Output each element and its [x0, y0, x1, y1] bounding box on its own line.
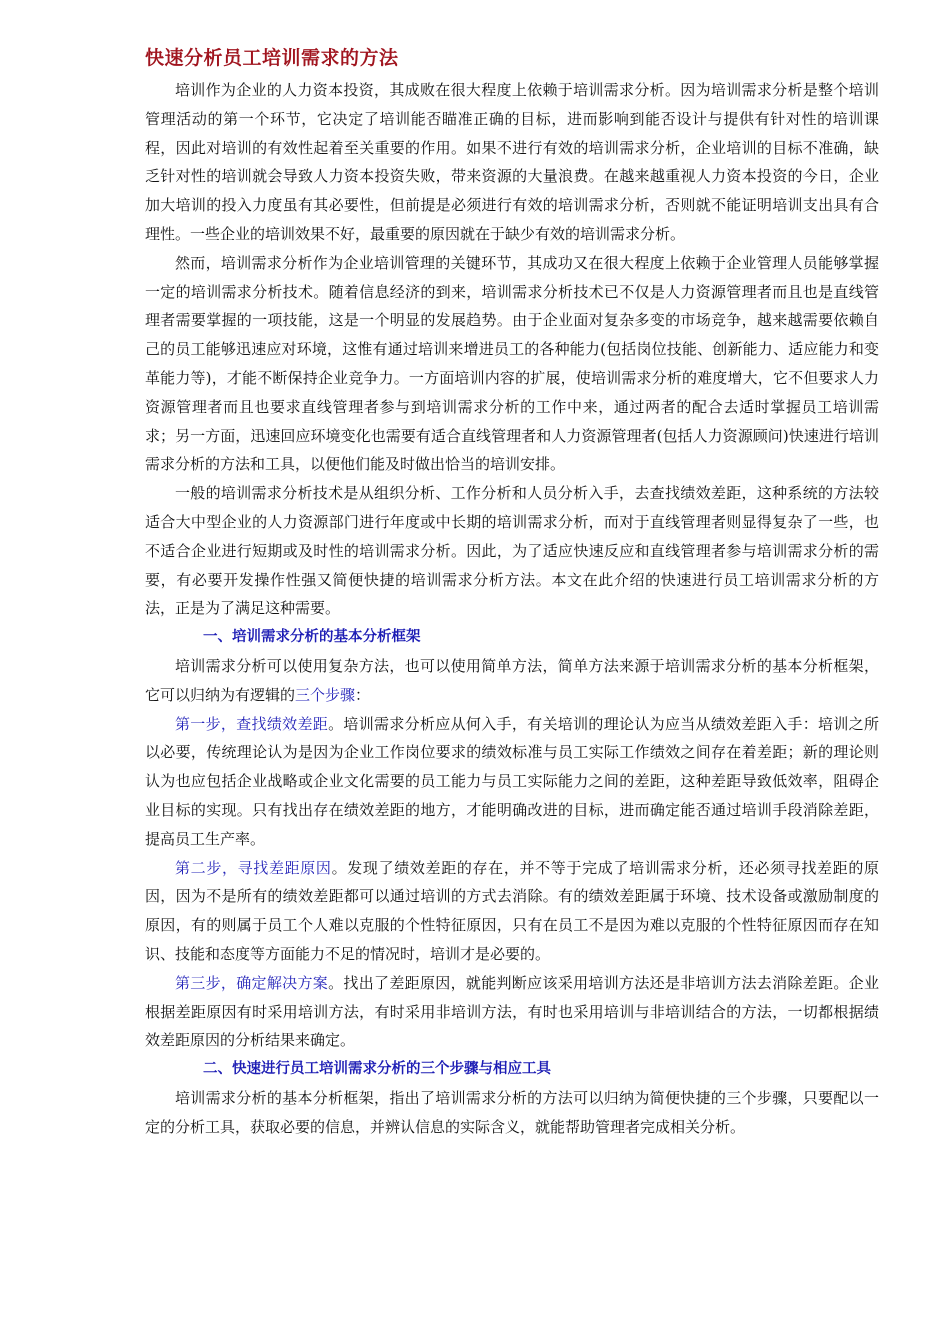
step-1-text: 。培训需求分析应从何入手，有关培训的理论认为应当从绩效差距入手：培训之所以必要，传统理论认为是因为企业工作岗位要求的绩效标准与员工实际工作绩效之间存在着差距；新的理论则认为也应包括企业战略或企业文化需要的员工能力与员工实际能力之间的差距，这种差距导致低效率，阻碍企业目标的实现。只有找出存在绩效差距的地方，才能明确改进的目标，进而确定能否通过培训手段消除差距，提高员工生产率。 [145, 714, 879, 848]
step-3-text: 。找出了差距原因，就能判断应该采用培训方法还是非培训方法去消除差距。企业根据差距原因有时采用培训方法，有时采用非培训方法，有时也采用培训与非培训结合的方法，一切都根据绩效差距原因的分析结果来确定。 [145, 973, 879, 1050]
paragraph-step-3 [145, 969, 879, 1055]
framework-intro-end: ： [355, 685, 371, 704]
section-heading-2: 二、快速进行员工培训需求分析的三个步骤与相应工具 [203, 1061, 551, 1078]
paragraph-general: 一般的培训需求分析技术是从组织分析、工作分析和人员分析入手，去查找绩效差距，这种系统的方法较适合大中型企业的人力资源部门进行年度或中长期的培训需求分析，而对于直线管理者则显得复杂了一些，也不适合企业进行短期或及时性的培训需求分析。因此，为了适应快速反应和直线管理者参与培训需求分析的需要，有必要开发操作性强又简便快捷的培训需求分析方法。本文在此介绍的快速进行员工培训需求分析的方法，正是为了满足这种需要。 [145, 484, 879, 618]
paragraph-section-2: 培训需求分析的基本分析框架，指出了培训需求分析的方法可以归纳为简便快捷的三个步骤，只要配以一定的分析工具，获取必要的信息，并辨认信息的实际含义，就能帮助管理者完成相关分析。 [145, 1088, 879, 1136]
framework-intro-text: 培训需求分析可以使用复杂方法，也可以使用简单方法，简单方法来源于培训需求分析的基本分析框架，它可以归纳为有逻辑的 [145, 656, 879, 704]
section-heading-1: 一、培训需求分析的基本分析框架 [203, 629, 421, 646]
step-1-label: 第一步，查找绩效差距 [175, 714, 329, 733]
three-steps-highlight: 三个步骤 [295, 685, 356, 704]
step-2-text: 。发现了绩效差距的存在，并不等于完成了培训需求分析，还必须寻找差距的原因，因为不是所有的绩效差距都可以通过培训的方式去消除。有的绩效差距属于环境、技术设备或激励制度的原因，有的则属于员工个人难以克服的个性特征原因，只有在员工不是因为难以克服的个性特征原因而存在知识、技能和态度等方面能力不足的情况时，培训才是必要的。 [145, 858, 879, 963]
paragraph-step-1 [145, 710, 879, 854]
document-title: 快速分析员工培训需求的方法 [145, 47, 399, 69]
paragraph-however: 然而，培训需求分析作为企业培训管理的关键环节，其成功又在很大程度上依赖于企业管理人员能够掌握一定的培训需求分析技术。随着信息经济的到来，培训需求分析技术已不仅是人力资源管理者而且也是直线管理者需要掌握的一项技能，这是一个明显的发展趋势。由于企业面对复杂多变的市场竞争，越来越需要依赖自己的员工能够迅速应对环境，这惟有通过培训来增进员工的各种能力(包括岗位技能、创新能力、适应能力和变革能力等)，才能不断保持企业竞争力。一方面培训内容的扩展，使培训需求分析的难度增大，它不但要求人力资源管理者而且也要求直线管理者参与到培训需求分析的工作中来，通过两者的配合去适时掌握员工培训需求；另一方面，迅速回应环境变化也需要有适合直线管理者和人力资源管理者(包括人力资源顾问)快速进行培训需求分析的方法和工具，以便他们能及时做出恰当的培训安排。 [145, 253, 879, 474]
step-2-label: 第二步，寻找差距原因 [175, 858, 332, 877]
document-page [145, 44, 879, 1141]
step-3-label: 第三步，确定解决方案 [175, 973, 329, 992]
paragraph-step-2 [145, 854, 879, 969]
paragraph-framework-intro [145, 652, 879, 710]
paragraph-intro: 培训作为企业的人力资本投资，其成败在很大程度上依赖于培训需求分析。因为培训需求分析是整个培训管理活动的第一个环节，它决定了培训能否瞄准正确的目标，进而影响到能否设计与提供有针对性的培训课程，因此对培训的有效性起着至关重要的作用。如果不进行有效的培训需求分析，企业培训的目标不准确，缺乏针对性的培训就会导致人力资本投资失败，带来资源的大量浪费。在越来越重视人力资本投资的今日，企业加大培训的投入力度虽有其必要性，但前提是必须进行有效的培训需求分析，否则就不能证明培训支出具有合理性。一些企业的培训效果不好，最重要的原因就在于缺少有效的培训需求分析。 [145, 81, 879, 243]
